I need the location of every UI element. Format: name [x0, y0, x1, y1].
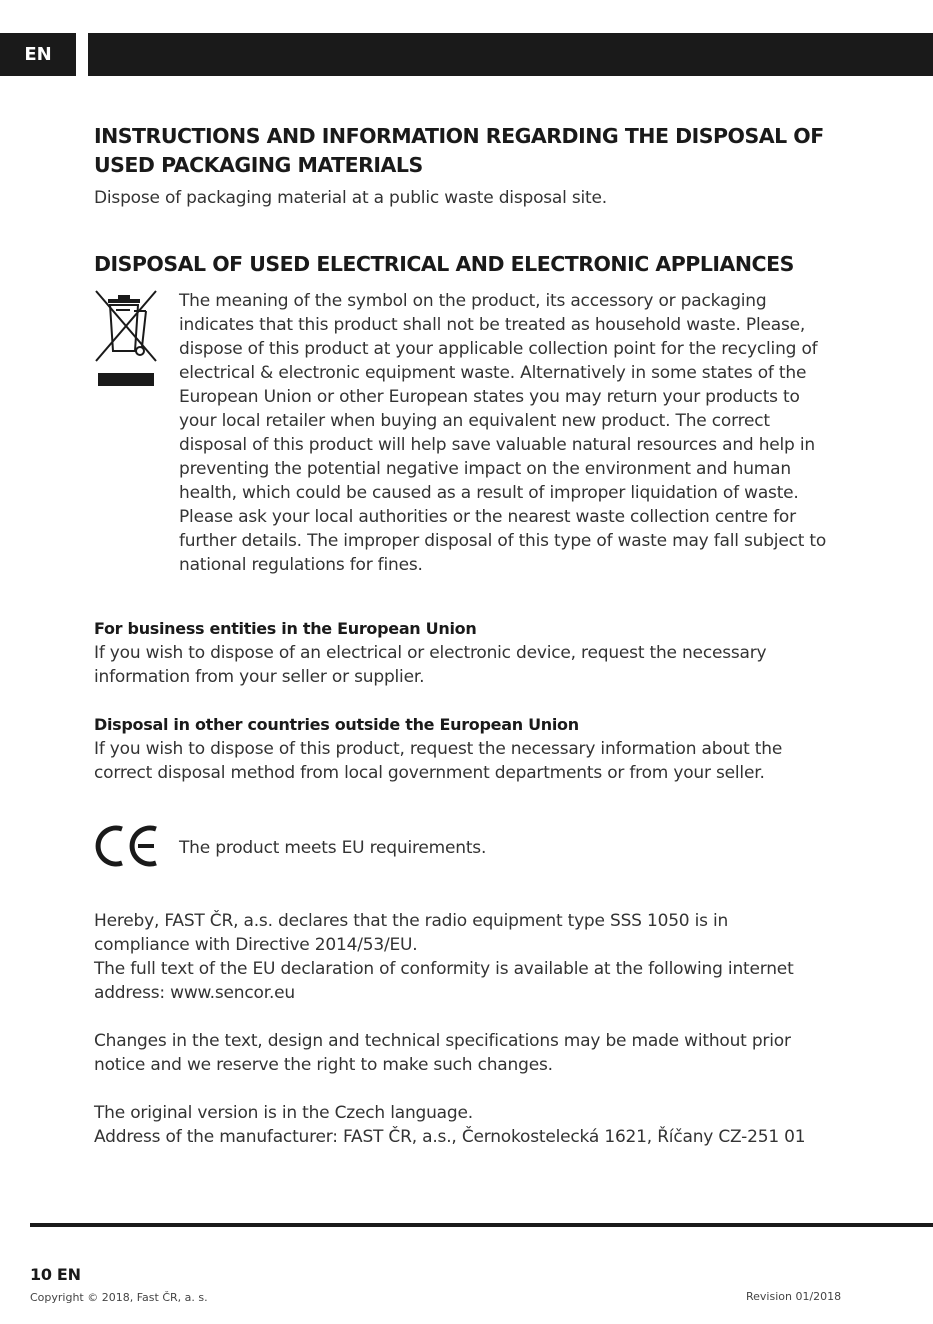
changes-text: Changes in the text, design and technical specifications may be made without prior notice and we reserve the right to make such changes. [94, 1031, 791, 1075]
packaging-text: Dispose of packaging material at a public waste disposal site. [94, 188, 607, 208]
revision-text: Revision 01/2018 [746, 1290, 842, 1303]
ce-text: The product meets EU requirements. [179, 838, 487, 858]
language-tab: EN [0, 33, 76, 76]
header-bar [88, 33, 933, 76]
weee-text: The meaning of the symbol on the product, its accessory or packaging indicates that this product shall not be treated as household waste. Please, dispose of this product at your applicable collection point for the recycling of electrical & electronic equipment waste. Alternatively in some states of the European Union or other European states you may return your products to your local retailer when buying an equivalent new product. The correct disposal of this product will help save valuable natural resources and help in preventing the potential negative impact on the environment and human health, which could be caused as a result of improper liquidation of waste. Please ask your local authorities or the nearest waste collection centre for further details. The improper disposal of this type of waste may fall subject to national regulations for fines. [179, 291, 827, 575]
copyright-text: Copyright © 2018, Fast ČR, a. s. [30, 1291, 208, 1304]
manufacturer-address: Address of the manufacturer: FAST ČR, a.s., Černokostelecká 1621, Říčany CZ-251 01 [94, 1127, 806, 1147]
eu-business-text: If you wish to dispose of an electrical or electronic device, request the necessary information from your seller or supplier. [94, 643, 767, 687]
declaration-line-2: The full text of the EU declaration of conformity is available at the following internet address: www.sencor.eu [94, 959, 794, 1003]
original-version-text: The original version is in the Czech language. [94, 1103, 473, 1123]
weee-heading: DISPOSAL OF USED ELECTRICAL AND ELECTRONIC APPLIANCES [94, 252, 794, 276]
footer-rule [30, 1223, 933, 1227]
non-eu-heading: Disposal in other countries outside the European Union [94, 715, 579, 734]
page-number: 10 EN [30, 1265, 81, 1284]
ce-block [94, 823, 854, 873]
declaration-line-1: Hereby, FAST ČR, a.s. declares that the radio equipment type SSS 1050 is in compliance with Directive 2014/53/EU. [94, 911, 729, 955]
non-eu-text: If you wish to dispose of this product, request the necessary information about the correct disposal method from local government departments or from your seller. [94, 739, 783, 783]
packaging-heading: INSTRUCTIONS AND INFORMATION REGARDING THE DISPOSAL OF USED PACKAGING MATERIALS [94, 124, 824, 177]
eu-business-heading: For business entities in the European Union [94, 619, 477, 638]
page-content [94, 122, 854, 1149]
crossed-out-wheelie-bin-icon [94, 289, 179, 577]
ce-mark-icon [94, 823, 179, 873]
weee-block [94, 289, 854, 577]
